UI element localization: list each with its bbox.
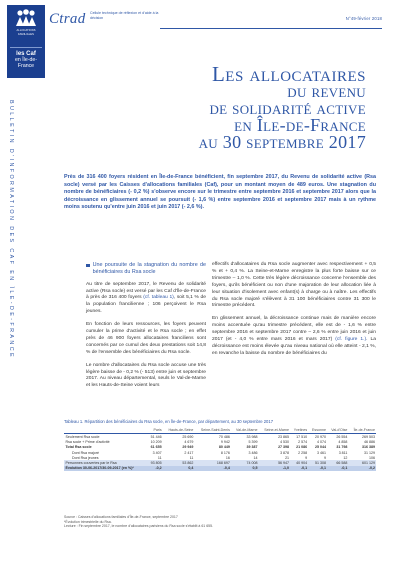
- square-bullet-icon: [86, 264, 90, 268]
- table-cell: 51 308: [308, 460, 327, 465]
- vertical-banner-text: BULLETIN D'INFORMATION DES CAF EN ÎLE-DE-FRANCE: [8, 100, 14, 359]
- table-cell: 21 086: [296, 445, 308, 450]
- table-cell: 11: [157, 455, 162, 460]
- table-header-cell: Seine-et-Marne: [264, 427, 290, 432]
- table-reference-link[interactable]: (cf. tableau 1): [143, 295, 174, 301]
- brand-name: Ctrad: [49, 11, 86, 27]
- table-cell: -0,1: [327, 466, 348, 471]
- table-cell: -1,0: [259, 466, 291, 471]
- table-cell: 168 697: [194, 460, 230, 465]
- table-row: [64, 466, 376, 471]
- table-note: *Évolution trimestrielle du Rsa.: [64, 519, 112, 524]
- section-heading-text: Une poursuite de la stagnation du nombre de bénéficiaires du Rsa socle: [92, 262, 206, 275]
- table-header-row: [64, 427, 376, 434]
- table-cell: 39 387: [246, 445, 258, 450]
- table-header-cell: [64, 427, 147, 434]
- table-cell: 12: [343, 455, 348, 460]
- table-header-cell: Île-de-France: [353, 427, 375, 432]
- title-line-3: de solidarité active: [209, 98, 366, 118]
- table-cell: 56 947: [259, 460, 291, 465]
- table-cell: 3 486: [248, 450, 258, 455]
- table-cell: 106: [369, 455, 375, 460]
- table-cell: 8 176: [220, 450, 230, 455]
- table-cell: 2 258: [298, 450, 308, 455]
- table-cell: 93 805: [147, 460, 162, 465]
- table-cell: 20 970: [315, 434, 326, 439]
- table-cell: 70 486: [218, 434, 230, 439]
- table-cell: 11: [189, 455, 194, 460]
- table-cell: -0,2: [348, 466, 376, 471]
- logo-caf: les Caf: [16, 51, 36, 57]
- table-cell: 74 008: [231, 460, 259, 465]
- table-cell: 0,5: [231, 466, 259, 471]
- row-label: Dont Rsa jeunes: [72, 455, 99, 460]
- table-cell: 9: [305, 455, 308, 460]
- table-header-cell: Yvelines: [293, 427, 308, 432]
- table-header-cell: Hauts-de-Seine: [168, 427, 194, 432]
- right-column: [212, 262, 376, 364]
- section-heading: [86, 262, 206, 276]
- table-cell: 40 904: [290, 460, 308, 465]
- table-cell: 23 865: [278, 434, 290, 439]
- table-cell: 53 862: [163, 460, 195, 465]
- table-cell: 316 389: [362, 445, 375, 450]
- table-cell: 66 588: [327, 460, 348, 465]
- table-cell: 3 878: [280, 450, 290, 455]
- row-label: Personnes couvertes par le Rsa: [64, 460, 147, 465]
- table-cell: -0,1: [290, 466, 308, 471]
- table-header-cell: Val-d'Oise: [331, 427, 348, 432]
- table-header-cell: Val-de-Marne: [236, 427, 258, 432]
- table-cell: 14: [253, 455, 258, 460]
- paragraph: Au titre de septembre 2017, le Revenu de solidarité active (Rsa socle) est versé par les Caf d'Île-de-France à près de 316 400 foyers (cf. tableau 1), soit 5,1 % de la population francilienne ; 106 perçoivent le Rsa jeunes.: [86, 281, 206, 315]
- table-cell: 9: [324, 455, 326, 460]
- logo-region: en Île-de-France: [15, 57, 37, 69]
- table-notes: [64, 515, 376, 529]
- paragraph: En glissement annuel, la décroissance continue mais de manière encore moins accentuée qu'au trimestre précédent, elle est de - 1,6 % entre septembre 2016 et septembre 2017 contre – 2,6 % entre juin 2016 et juin 2017 (et - 4,0 % entre mars 2016 et mars 2017) (cf. figure 1.). La décroissance est moins élevée qu'au niveau national où elle atteint - 2,1 %, en revanche la baisse du nombre de bénéficiaires du: [212, 316, 376, 356]
- row-label: Évolution 30-06-2017/30-09-2017 (en %)*: [64, 466, 147, 471]
- title-line-2: du revenu: [287, 81, 366, 101]
- logo-label-1: ALLOCATIONS: [16, 29, 36, 32]
- title-line-4: en Île-de-France: [234, 115, 366, 135]
- table-note: Source : Caisses d'allocations familiales d'Île-de-France, septembre 2017: [64, 515, 178, 519]
- table-cell: 0,4: [163, 466, 195, 471]
- table-cell: -0,4: [194, 466, 230, 471]
- logo-label-2: FAMILIALES: [18, 33, 34, 36]
- table-cell: 21: [285, 455, 290, 460]
- table-cell: 4 074: [317, 440, 326, 445]
- table-cell: 2 417: [184, 450, 194, 455]
- title-line-5: au 30 septembre 2017: [198, 132, 366, 152]
- figure-reference-link[interactable]: (cf. figure 1.): [335, 337, 367, 343]
- row-label: Rsa socle + Prime d'activité: [65, 440, 110, 445]
- table-cell: 3 461: [317, 450, 326, 455]
- table-cell: -0,2: [147, 466, 162, 471]
- table-cell: 25 690: [182, 434, 194, 439]
- table-cell: 269 503: [362, 434, 375, 439]
- logo-divider: [10, 47, 42, 48]
- table-cell: 3 811: [338, 450, 348, 455]
- table-cell: 80 449: [218, 445, 230, 450]
- paragraph: effectifs d'allocataires du Rsa socle augmenter avec respectivement + 0,5 % et + 0,4 %. La Seine-et-Marne enregistre la plus forte baisse sur ce trimestre – 1,0 %. Cette très légère décroissance concerne l'ensemble des foyers, qu'ils bénéficient ou non d'une majoration de leur allocation liée à leur situation d'isolement avec enfant(s) à charge ou à naître. Les effectifs du Rsa socle majoré s'élèvent à 31 100 bénéficiaires contre 31 300 le trimestre précédent.: [212, 262, 376, 309]
- beneficiaries-table: [64, 427, 376, 471]
- table-note: Lecture : Fin septembre 2017, le nombre d'allocataires parisiens du Rsa socle s'établit à 61 655.: [64, 524, 214, 529]
- table-cell: 4 679: [184, 440, 194, 445]
- table-cell: 25 044: [315, 445, 326, 450]
- table-cell: 51 446: [150, 434, 162, 439]
- table-cell: 3 407: [152, 450, 162, 455]
- table-cell: 31 798: [336, 445, 348, 450]
- table-cell: 9 942: [220, 440, 230, 445]
- row-label: Total Rsa socle: [65, 445, 92, 450]
- table-cell: 4 530: [280, 440, 290, 445]
- page-title: [198, 62, 366, 152]
- table-cell: 17 510: [296, 434, 308, 439]
- family-icon: [14, 8, 38, 28]
- table-cell: 26 554: [336, 434, 348, 439]
- table-cell: 27 398: [278, 445, 290, 450]
- table-cell: 4 858: [338, 440, 348, 445]
- paragraph: Le nombre d'allocataires du Rsa socle accuse une très légère baisse de - 0,2 % (- 513) entre juin et septembre 2017. Au niveau départemental, seuls le Val-de-Marne et les Hauts-de-Seine voient leurs: [86, 362, 206, 389]
- caf-logo: [7, 5, 45, 78]
- table-cell: 16: [225, 455, 230, 460]
- table-cell: 33 988: [246, 434, 258, 439]
- intro-paragraph: Près de 316 400 foyers résident en Île-de-France bénéficient, fin septembre 2017, du Revenu de solidarité active (Rsa socle) versé par les Caisses d'allocations familiales (Caf), pour un montant moyen de 489 euros. Une stagnation du nombre de bénéficiaires (- 0,2 %) s'observe encore sur le trimestre entre septembre 2016 et septembre 2017 alors que la décroissance en glissement annuel se poursuit (- 1,6 %) entre septembre 2016 et septembre 2017 mais à un rythme moins soutenu qu'entre juin 2016 et juin 2017 (- 2,6 %).: [64, 174, 376, 210]
- table-cell: 29 949: [182, 445, 194, 450]
- title-line-1: Les allocataires: [211, 62, 366, 86]
- brand-subtitle: Cellule technique de réflexion et d'aide à la décision: [90, 11, 159, 20]
- table-cell: 5 399: [248, 440, 258, 445]
- table-cell: 10 209: [150, 440, 162, 445]
- table-header-cell: Essonne: [312, 427, 326, 432]
- issue-number: N°49-février 2018: [345, 16, 382, 21]
- table-cell: 601 129: [348, 460, 376, 465]
- logo-caf-text: [7, 51, 45, 69]
- row-label: Dont Rsa majoré: [72, 450, 99, 455]
- table-body: [64, 434, 376, 471]
- row-label: Seulement Rsa socle: [65, 434, 100, 439]
- table-header-cell: Paris: [153, 427, 162, 432]
- table-cell: 31 129: [364, 450, 375, 455]
- left-column: [86, 262, 206, 396]
- paragraph: En fonction de leurs ressources, les foyers peuvent cumuler la prime d'activité et le Rsa socle ; en effet près de 46 900 foyers allocataires franciliens sont concernés par ce cumul des deux prestations soit 14,8 % de l'ensemble des bénéficiaires du Rsa socle.: [86, 322, 206, 355]
- table-header-cell: Seine-Saint-Denis: [200, 427, 230, 432]
- table-cell: 61 655: [150, 445, 162, 450]
- header-rule: [160, 28, 382, 29]
- vertical-banner: [4, 100, 14, 560]
- table-cell: 2 574: [298, 440, 308, 445]
- table-cell: 46 886: [364, 440, 375, 445]
- table-caption: Tableau 1. Répartition des bénéficiaires du Rsa socle, en Île-de-France, par département, au 30 septembre 2017: [64, 419, 274, 424]
- table-cell: -0,1: [308, 466, 327, 471]
